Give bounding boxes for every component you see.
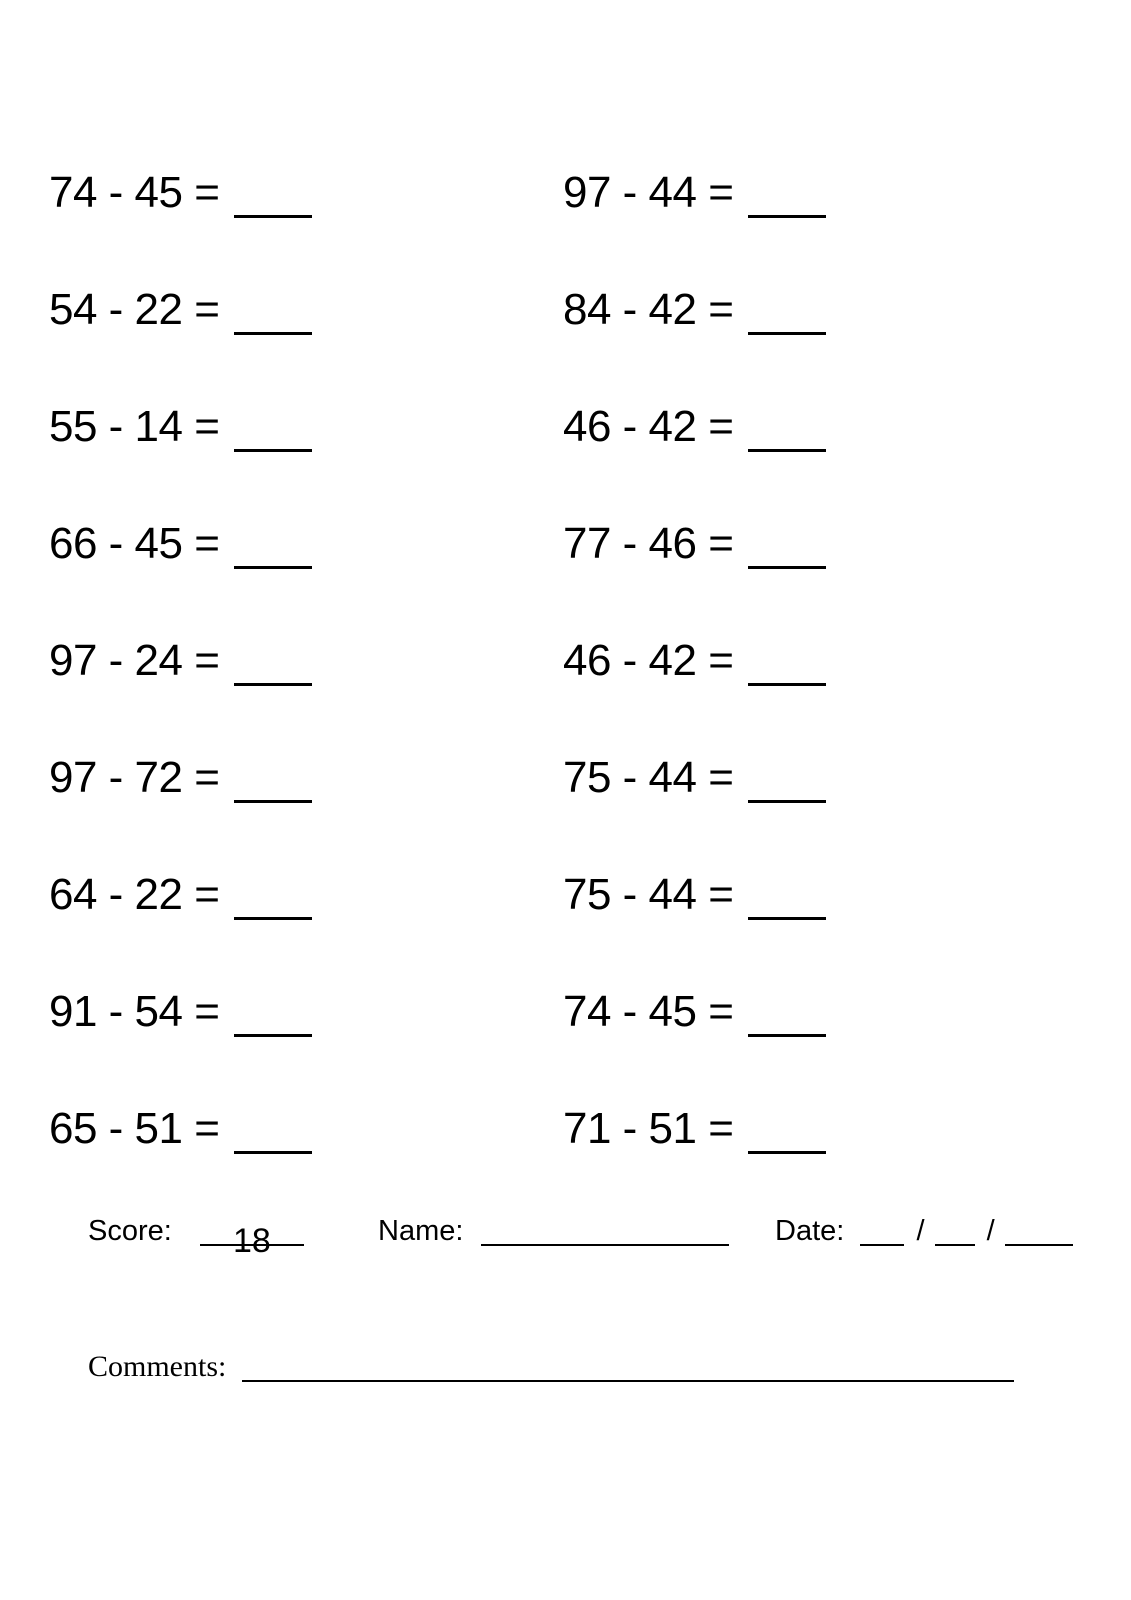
answer-blank-line[interactable] xyxy=(234,1151,312,1154)
answer-blank-line[interactable] xyxy=(748,683,826,686)
problem-row-left-4 xyxy=(49,521,312,638)
problem-row-left-6 xyxy=(49,755,312,872)
answer-blank-line[interactable] xyxy=(748,1151,826,1154)
date-slash-1: / xyxy=(916,1215,925,1247)
name-section xyxy=(378,1214,729,1248)
answer-blank-line[interactable] xyxy=(748,800,826,803)
date-section xyxy=(775,1214,1073,1248)
answer-blank-line[interactable] xyxy=(234,215,312,218)
name-label: Name: xyxy=(378,1215,464,1247)
problems-column-left xyxy=(49,170,312,1223)
answer-blank-line[interactable] xyxy=(234,917,312,920)
problem-expression: 64 - 22 = xyxy=(49,870,220,919)
problem-expression: 71 - 51 = xyxy=(563,1104,734,1153)
problem-row-left-8 xyxy=(49,989,312,1106)
problem-row-left-5 xyxy=(49,638,312,755)
problem-row-right-4 xyxy=(563,521,826,638)
problem-row-left-2 xyxy=(49,287,312,404)
problem-row-left-7 xyxy=(49,872,312,989)
problem-row-left-3 xyxy=(49,404,312,521)
problem-expression: 97 - 24 = xyxy=(49,636,220,685)
problem-expression: 46 - 42 = xyxy=(563,402,734,451)
answer-blank-line[interactable] xyxy=(234,449,312,452)
problem-expression: 46 - 42 = xyxy=(563,636,734,685)
problem-expression: 91 - 54 = xyxy=(49,987,220,1036)
problem-expression: 66 - 45 = xyxy=(49,519,220,568)
answer-blank-line[interactable] xyxy=(234,1034,312,1037)
comments-section xyxy=(88,1350,1014,1384)
problem-expression: 77 - 46 = xyxy=(563,519,734,568)
answer-blank-line[interactable] xyxy=(234,800,312,803)
answer-blank-line[interactable] xyxy=(748,1034,826,1037)
problem-row-right-6 xyxy=(563,755,826,872)
problem-expression: 65 - 51 = xyxy=(49,1104,220,1153)
answer-blank-line[interactable] xyxy=(748,566,826,569)
score-blank-wrap xyxy=(200,1214,304,1260)
date-year-blank-line[interactable] xyxy=(1005,1244,1073,1246)
answer-blank-line[interactable] xyxy=(234,683,312,686)
score-total: 18 xyxy=(232,1222,271,1260)
problem-expression: 54 - 22 = xyxy=(49,285,220,334)
problem-row-right-2 xyxy=(563,287,826,404)
answer-blank-line[interactable] xyxy=(748,332,826,335)
problem-expression: 75 - 44 = xyxy=(563,753,734,802)
answer-blank-line[interactable] xyxy=(234,332,312,335)
answer-blank-line[interactable] xyxy=(234,566,312,569)
date-day-blank-line[interactable] xyxy=(860,1244,904,1246)
problem-expression: 55 - 14 = xyxy=(49,402,220,451)
problem-row-left-1 xyxy=(49,170,312,287)
problem-expression: 75 - 44 = xyxy=(563,870,734,919)
answer-blank-line[interactable] xyxy=(748,449,826,452)
date-month-blank-line[interactable] xyxy=(935,1244,975,1246)
problem-row-right-8 xyxy=(563,989,826,1106)
problems-column-right xyxy=(563,170,826,1223)
answer-blank-line[interactable] xyxy=(748,215,826,218)
problem-row-right-9 xyxy=(563,1106,826,1223)
problem-row-left-9 xyxy=(49,1106,312,1223)
comments-blank-line[interactable] xyxy=(242,1380,1014,1382)
problem-row-right-3 xyxy=(563,404,826,521)
problem-row-right-7 xyxy=(563,872,826,989)
problem-expression: 97 - 44 = xyxy=(563,168,734,217)
answer-blank-line[interactable] xyxy=(748,917,826,920)
problem-expression: 74 - 45 = xyxy=(563,987,734,1036)
date-label: Date: xyxy=(775,1215,845,1247)
problem-row-right-5 xyxy=(563,638,826,755)
problem-row-right-1 xyxy=(563,170,826,287)
problem-expression: 97 - 72 = xyxy=(49,753,220,802)
comments-label: Comments: xyxy=(88,1350,227,1383)
problem-expression: 74 - 45 = xyxy=(49,168,220,217)
score-label: Score: xyxy=(88,1215,172,1247)
date-slash-2: / xyxy=(986,1215,995,1247)
name-blank-line[interactable] xyxy=(481,1244,729,1246)
problem-expression: 84 - 42 = xyxy=(563,285,734,334)
score-section xyxy=(88,1214,304,1260)
